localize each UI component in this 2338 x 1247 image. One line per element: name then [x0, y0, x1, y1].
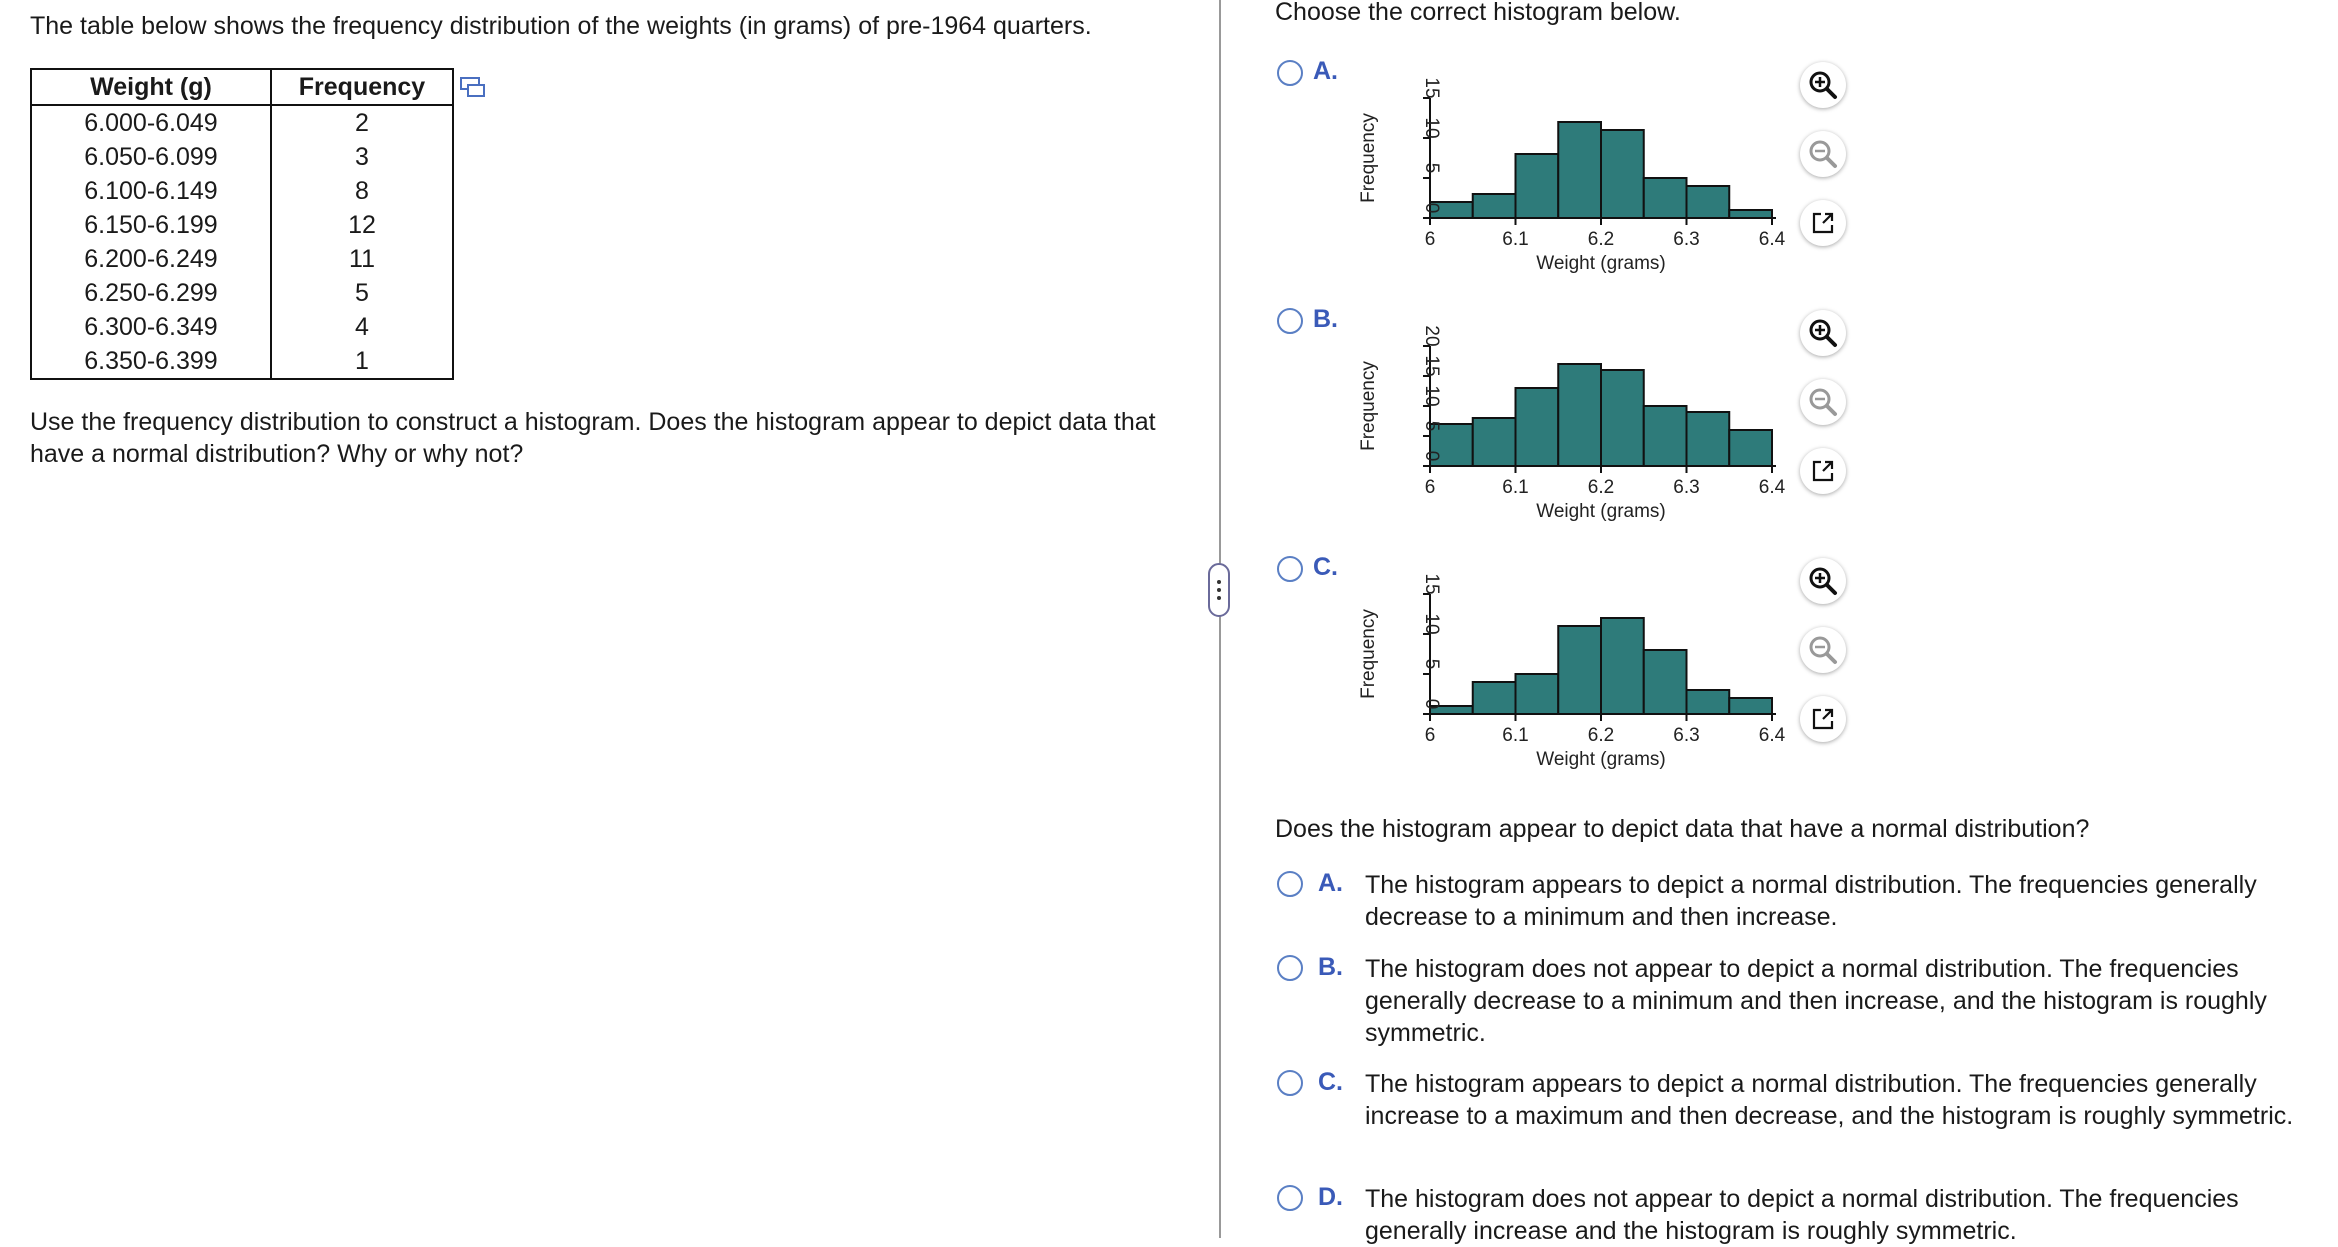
table-cell-frequency: 12	[348, 210, 376, 239]
x-tick-label: 6.1	[1502, 725, 1529, 746]
x-tick-label: 6.3	[1673, 477, 1700, 498]
x-tick-label: 6.1	[1502, 477, 1529, 498]
table-cell-frequency: 1	[355, 346, 369, 375]
popout-button-b[interactable]	[1800, 448, 1846, 494]
y-tick-label: 10	[1421, 613, 1442, 635]
normal-distribution-question: Does the histogram appear to depict data that have a normal distribution?	[1275, 815, 2090, 843]
copy-table-button[interactable]	[460, 76, 486, 98]
y-tick-label: 5	[1421, 420, 1442, 432]
histogram-bar	[1644, 178, 1687, 218]
column-header-frequency: Frequency	[271, 69, 453, 105]
popout-button-a[interactable]	[1800, 200, 1846, 246]
zoom-in-icon	[1807, 69, 1839, 101]
answer-letter-a: A.	[1318, 869, 1343, 897]
histogram-question: Use the frequency distribution to construct a histogram. Does the histogram appear to depict data that have a normal distribution? Why or why not?	[30, 408, 1156, 468]
histogram-bar	[1687, 690, 1730, 714]
histogram-b	[1360, 318, 1820, 548]
x-tick-label: 6.4	[1758, 229, 1786, 250]
answer-text-b: The histogram does not appear to depict a normal distribution. The frequencies generally decrease to a minimum and then increase, and the histogram is roughly symmetric.	[1365, 955, 2267, 1047]
table-cell-frequency: 5	[355, 278, 369, 307]
table-cell-weight: 6.150-6.199	[31, 208, 271, 242]
table-cell-weight: 6.100-6.149	[31, 174, 271, 208]
option-letter-c: C.	[1313, 553, 1338, 581]
x-axis-label: Weight (grams)	[1536, 749, 1666, 770]
x-tick-label: 6.4	[1758, 477, 1786, 498]
x-tick-label: 6.2	[1587, 229, 1615, 250]
histogram-bar	[1687, 186, 1730, 218]
answer-letter-d: D.	[1318, 1183, 1343, 1211]
histogram-bar	[1516, 674, 1559, 714]
popout-icon	[1809, 457, 1837, 485]
table-row	[31, 140, 453, 174]
y-tick-label: 10	[1421, 385, 1442, 407]
histogram-bar	[1516, 154, 1559, 218]
x-tick-label: 6.1	[1502, 229, 1529, 250]
y-tick-label: 5	[1421, 658, 1442, 670]
histogram-bar	[1601, 618, 1644, 714]
zoom-out-button-a[interactable]	[1800, 131, 1846, 177]
table-cell-weight: 6.200-6.249	[31, 242, 271, 276]
y-tick-label: 0	[1421, 202, 1442, 214]
x-tick-label: 6.4	[1758, 725, 1786, 746]
zoom-in-icon	[1807, 565, 1839, 597]
radio-answer-c[interactable]	[1277, 1070, 1303, 1096]
answer-text-a: The histogram appears to depict a normal distribution. The frequencies generally decrease to a minimum and then increase.	[1365, 871, 2257, 931]
histogram-bar	[1644, 650, 1687, 714]
table-cell-weight: 6.350-6.399	[31, 344, 271, 379]
copy-icon	[460, 76, 486, 98]
x-tick-label: 6	[1424, 477, 1436, 498]
zoom-in-button-c[interactable]	[1800, 558, 1846, 604]
table-cell-frequency: 8	[355, 176, 369, 205]
histogram-bar	[1473, 682, 1516, 714]
table-row	[31, 344, 453, 379]
option-letter-b: B.	[1313, 305, 1338, 333]
popout-icon	[1809, 705, 1837, 733]
y-tick-label: 0	[1421, 698, 1442, 710]
popout-icon	[1809, 209, 1837, 237]
x-tick-label: 6.3	[1673, 725, 1700, 746]
histogram-bar	[1558, 364, 1601, 466]
zoom-in-button-b[interactable]	[1800, 310, 1846, 356]
intro-text: The table below shows the frequency distribution of the weights (in grams) of pre-1964 quarters.	[30, 12, 1092, 40]
answer-letter-b: B.	[1318, 953, 1343, 981]
y-axis-label: Frequency	[1358, 361, 1379, 451]
histogram-bar	[1558, 626, 1601, 714]
y-tick-label: 15	[1421, 573, 1442, 595]
histogram-bar	[1601, 130, 1644, 218]
column-header-weight: Weight (g)	[31, 69, 271, 105]
table-cell-weight: 6.300-6.349	[31, 310, 271, 344]
x-tick-label: 6.3	[1673, 229, 1700, 250]
x-tick-label: 6	[1424, 229, 1436, 250]
x-tick-label: 6.2	[1587, 725, 1615, 746]
table-cell-weight: 6.250-6.299	[31, 276, 271, 310]
table-cell-frequency: 3	[355, 142, 369, 171]
histogram-c	[1360, 566, 1820, 796]
table-row	[31, 276, 453, 310]
histogram-bar	[1729, 430, 1772, 466]
table-row	[31, 242, 453, 276]
x-tick-label: 6.2	[1587, 477, 1615, 498]
table-cell-frequency: 11	[349, 244, 375, 273]
answer-text-c: The histogram appears to depict a normal distribution. The frequencies generally increase to a maximum and then decrease, and the histogram is roughly symmetric.	[1365, 1070, 2294, 1130]
popout-button-c[interactable]	[1800, 696, 1846, 742]
y-tick-label: 5	[1421, 162, 1442, 174]
histogram-bar	[1644, 406, 1687, 466]
table-header-row	[31, 69, 453, 105]
radio-histogram-a[interactable]	[1277, 60, 1303, 86]
answer-letter-c: C.	[1318, 1068, 1343, 1096]
frequency-table	[30, 68, 454, 380]
histogram-bar	[1729, 698, 1772, 714]
y-axis-label: Frequency	[1358, 113, 1379, 203]
y-tick-label: 20	[1421, 325, 1442, 347]
pane-divider	[1219, 0, 1221, 1238]
zoom-out-button-c[interactable]	[1800, 627, 1846, 673]
histogram-bar	[1473, 418, 1516, 466]
table-row	[31, 174, 453, 208]
radio-histogram-b[interactable]	[1277, 308, 1303, 334]
histogram-bar	[1473, 194, 1516, 218]
table-row	[31, 208, 453, 242]
table-row	[31, 310, 453, 344]
zoom-out-button-b[interactable]	[1800, 379, 1846, 425]
radio-answer-a[interactable]	[1277, 871, 1303, 897]
histogram-bar	[1687, 412, 1730, 466]
choose-histogram-prompt: Choose the correct histogram below.	[1275, 0, 1681, 26]
table-row	[31, 105, 453, 140]
zoom-out-icon	[1807, 386, 1839, 418]
x-tick-label: 6	[1424, 725, 1436, 746]
x-axis-label: Weight (grams)	[1536, 501, 1666, 522]
radio-histogram-c[interactable]	[1277, 556, 1303, 582]
y-tick-label: 15	[1421, 355, 1442, 377]
option-letter-a: A.	[1313, 57, 1338, 85]
y-tick-label: 15	[1421, 77, 1442, 99]
zoom-in-icon	[1807, 317, 1839, 349]
radio-answer-d[interactable]	[1277, 1185, 1303, 1211]
y-tick-label: 10	[1421, 117, 1442, 139]
y-axis-label: Frequency	[1358, 609, 1379, 699]
table-cell-frequency: 2	[355, 108, 369, 137]
histogram-a	[1360, 70, 1820, 300]
y-tick-label: 0	[1421, 450, 1442, 462]
histogram-bar	[1729, 210, 1772, 218]
histogram-bar	[1516, 388, 1559, 466]
histogram-bar	[1601, 370, 1644, 466]
histogram-bar	[1558, 122, 1601, 218]
radio-answer-b[interactable]	[1277, 955, 1303, 981]
zoom-out-icon	[1807, 138, 1839, 170]
answer-text-d: The histogram does not appear to depict a normal distribution. The frequencies generally increase and the histogram is roughly symmetric.	[1365, 1185, 2239, 1245]
table-cell-weight: 6.000-6.049	[31, 105, 271, 140]
drag-handle-icon[interactable]	[1208, 563, 1230, 617]
zoom-out-icon	[1807, 634, 1839, 666]
table-cell-weight: 6.050-6.099	[31, 140, 271, 174]
zoom-in-button-a[interactable]	[1800, 62, 1846, 108]
table-cell-frequency: 4	[355, 312, 369, 341]
x-axis-label: Weight (grams)	[1536, 253, 1666, 274]
